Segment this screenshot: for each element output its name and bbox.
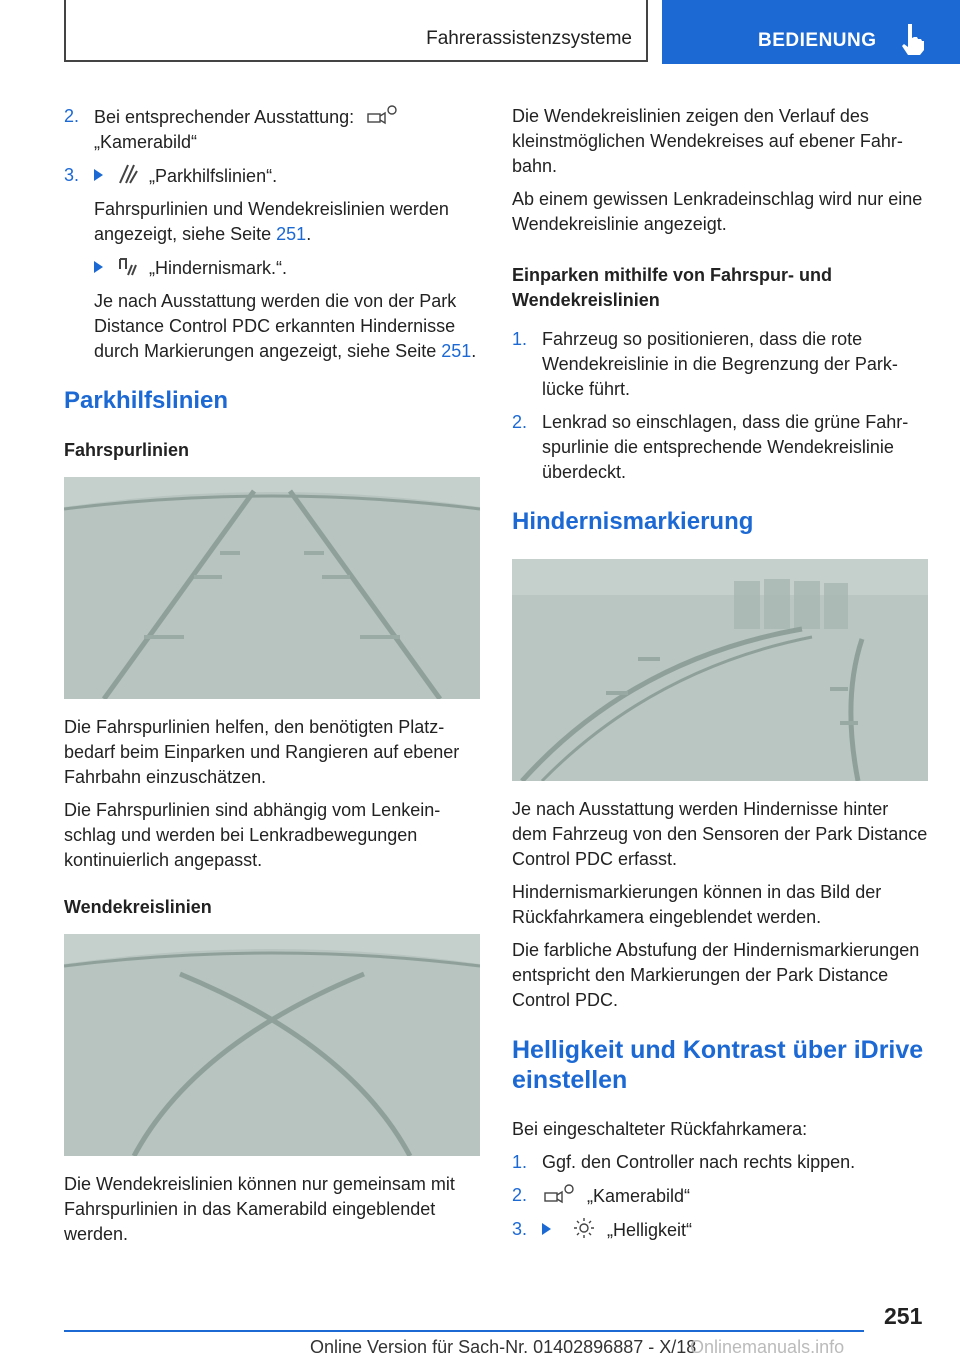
heading-einparken: Einparken mithilfe von Fahrspur- und Wendekreislinien [512, 265, 833, 310]
camera-settings-icon [365, 104, 399, 126]
item-description [94, 289, 480, 364]
header-chapter-box [64, 0, 648, 62]
step-number: 2. [512, 1185, 528, 1205]
paragraph: Die Fahrspurlinien helfen, den benötigten Platzbedarf beim Einparken und Rangieren auf ebener Fahrbahn einzuschätzen. [64, 717, 460, 787]
watermark: Onlinemanuals.info [690, 1337, 845, 1357]
triangle-bullet-icon [94, 261, 103, 273]
heading-wendekreislinien: Wendekreislinien [64, 897, 212, 917]
list-item [64, 104, 480, 155]
list-item [512, 1217, 928, 1243]
lane-lines-illustration [64, 477, 480, 699]
item-label: „Parkhilfslinien“. [149, 166, 278, 186]
item-label: „Hindernismark.“. [149, 258, 288, 278]
page-number: 251 [884, 1303, 923, 1329]
heading-parkhilfslinien: Parkhilfslinien [64, 387, 229, 414]
hand-pointer-icon [898, 22, 928, 56]
item-number: 3. [64, 165, 80, 185]
step-text: Lenkrad so einschlagen, dass die grüne Fahrspurlinie die entsprechende Wendekreislinie überdeckt. [542, 412, 909, 482]
list-item [512, 1183, 928, 1209]
list-item [64, 255, 480, 364]
paragraph: Ab einem gewissen Lenkradeinschlag wird nur eine Wendekreislinie angezeigt. [512, 189, 923, 234]
step-number: 3. [512, 1219, 528, 1239]
step-text: Ggf. den Controller nach rechts kippen. [542, 1152, 856, 1172]
right-column [512, 104, 928, 1251]
brightness-icon [572, 1217, 596, 1239]
heading-helligkeit: Helligkeit und Kontrast über iDrive einstellen [512, 1036, 924, 1094]
footer-text: Online Version für Sach-Nr. 01402896887 - X/18 [310, 1337, 697, 1357]
step-text: „Kamerabild“ [587, 1186, 691, 1206]
description-text: Fahrspurlinien und Wendekreislinien werden angezeigt, siehe Seite [94, 199, 449, 244]
page-reference-link[interactable]: 251 [441, 341, 472, 361]
step-text: „Helligkeit“ [607, 1220, 693, 1240]
triangle-bullet-icon [94, 169, 103, 181]
description-end: . [471, 341, 477, 361]
paragraph: Die farbliche Abstufung der Hindernismarkierungen entspricht den Markierungen der Park Distance Control PDC. [512, 940, 920, 1010]
item-number: 2. [64, 106, 80, 126]
description-end: . [306, 224, 312, 244]
list-item [512, 327, 928, 402]
header-section-box [662, 0, 960, 64]
list-item [64, 163, 480, 247]
page-reference-link[interactable]: 251 [276, 224, 307, 244]
paragraph: Je nach Ausstattung werden Hindernisse hinter dem Fahrzeug von den Sensoren der Park Distance Control PDC erfasst. [512, 799, 928, 869]
section-title: BEDIENUNG [758, 30, 877, 51]
list-item [512, 1150, 928, 1175]
item-label: „Kamerabild“ [94, 132, 198, 152]
chapter-title: Fahrerassistenzsysteme [426, 28, 632, 49]
item-text: Bei entsprechender Ausstattung: [94, 107, 355, 127]
parking-lines-icon [118, 163, 138, 185]
step-number: 1. [512, 1152, 528, 1172]
heading-fahrspurlinien: Fahrspurlinien [64, 440, 190, 460]
left-column [64, 104, 480, 1255]
triangle-bullet-icon [542, 1223, 551, 1235]
list-item [512, 410, 928, 485]
camera-settings-icon [542, 1183, 576, 1205]
obstacle-marking-illustration [512, 559, 928, 781]
paragraph: Bei eingeschalteter Rückfahrkamera: [512, 1119, 808, 1139]
description-text: Je nach Ausstattung werden die von der Park Distance Control PDC erkannten Hindernisse durch Markierungen angezeigt, siehe Seite [94, 291, 457, 361]
heading-hindernismarkierung: Hindernismarkierung [512, 508, 754, 535]
turning-circle-illustration [64, 934, 480, 1156]
paragraph: Hindernismarkierungen können in das Bild der Rückfahrkamera eingeblendet werden. [512, 882, 882, 927]
footer-rule [64, 1330, 864, 1332]
step-number: 2. [512, 412, 528, 432]
paragraph: Die Wendekreislinien zeigen den Verlauf des kleinstmöglichen Wendekreises auf ebener Fahrbahn. [512, 106, 903, 176]
paragraph: Die Wendekreislinien können nur gemeinsam mit Fahrspurlinien in das Kamerabild eingeblendet werden. [64, 1174, 455, 1244]
step-text: Fahrzeug so positionieren, dass die rote Wendekreislinie in die Begrenzung der Parklücke führt. [542, 329, 898, 399]
obstacle-marking-icon [118, 255, 138, 277]
step-number: 1. [512, 329, 528, 349]
item-description [94, 197, 480, 247]
paragraph: Die Fahrspurlinien sind abhängig vom Lenkeinschlag und werden bei Lenkradbewegungen kontinuierlich angepasst. [64, 800, 441, 870]
